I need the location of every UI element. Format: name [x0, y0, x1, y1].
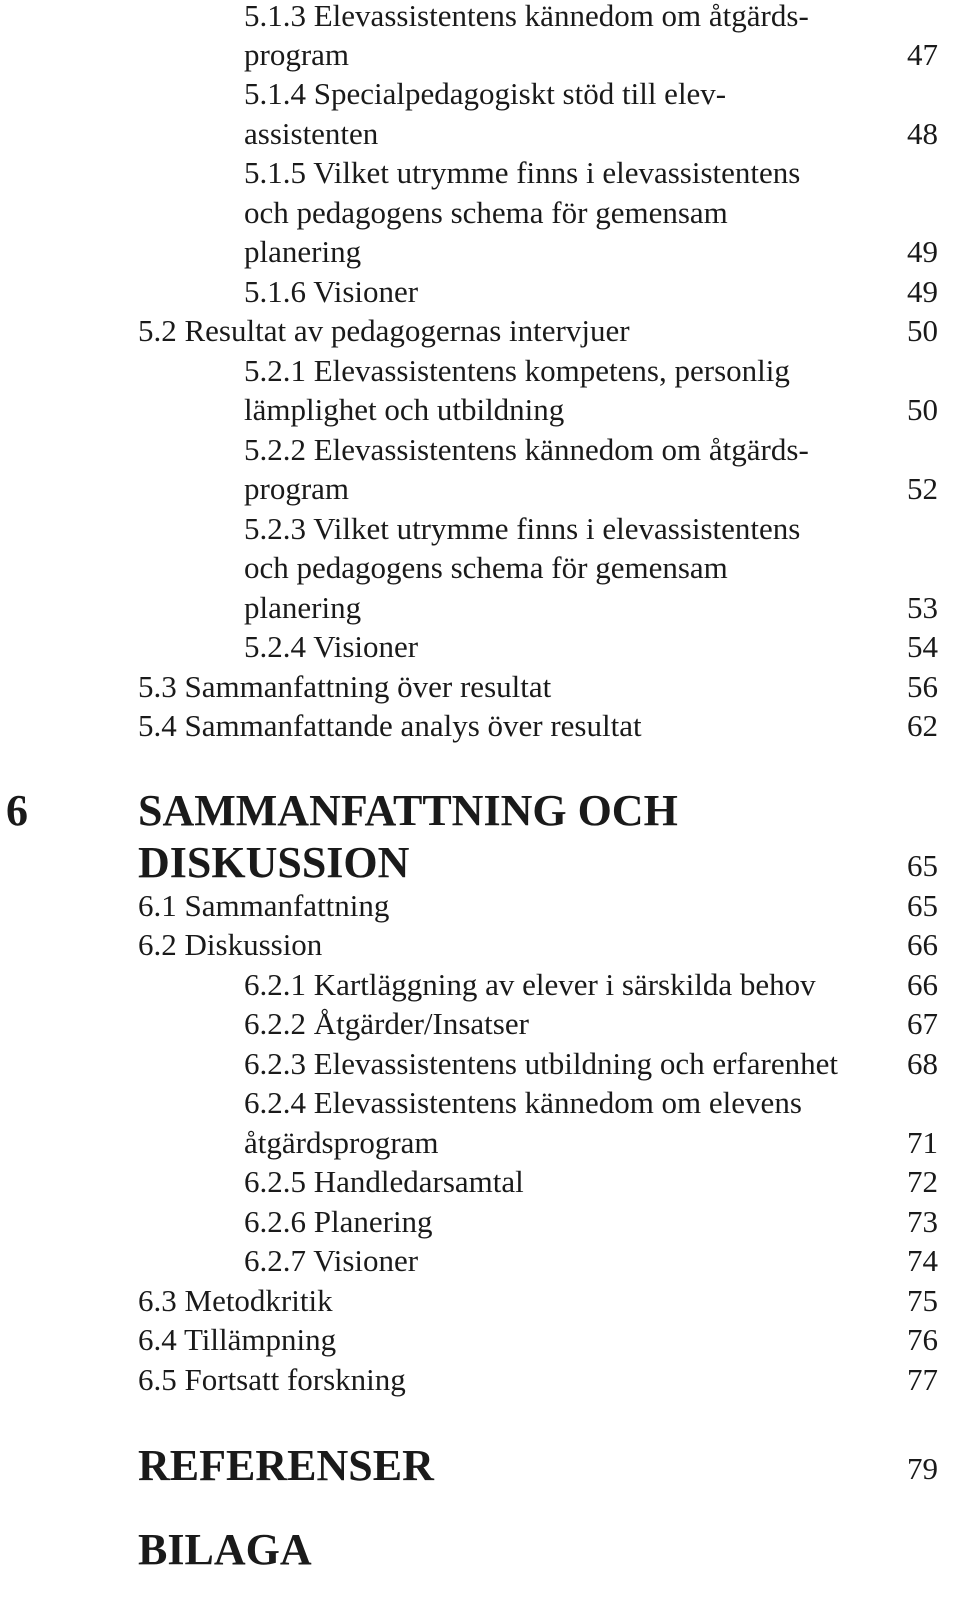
toc-entry-text: 5.1.5 Vilket utrymme finns i elevassistentens: [244, 155, 801, 190]
toc-entry-text: åtgärdsprogram: [244, 1125, 439, 1160]
toc-entry-page: 76: [907, 1322, 938, 1357]
toc-entry-text: planering: [244, 234, 362, 269]
toc-entry-text: 5.2 Resultat av pedagogernas intervjuer: [138, 313, 630, 348]
toc-entry-page: 68: [907, 1046, 938, 1081]
toc-entry-page: 71: [907, 1125, 938, 1160]
toc-entry-text: planering: [244, 590, 362, 625]
toc-entry-text: 5.2.4 Visioner: [244, 629, 419, 664]
toc-entry-text: 6.3 Metodkritik: [138, 1283, 333, 1318]
chapter-title-line1: SAMMANFATTNING OCH: [138, 786, 678, 835]
toc-entry-text: 6.5 Fortsatt forskning: [138, 1362, 406, 1397]
toc-entry-text: 6.1 Sammanfattning: [138, 888, 390, 923]
toc-entry-text: 5.2.1 Elevassistentens kompetens, personlig: [244, 353, 790, 388]
toc-entry-text: 5.2.3 Vilket utrymme finns i elevassistentens: [244, 511, 801, 546]
toc-entry-text: program: [244, 37, 350, 72]
toc-entry-text: 6.2.6 Planering: [244, 1204, 433, 1239]
toc-entry-page: 47: [907, 37, 938, 72]
toc-entry-text: 6.2.2 Åtgärder/Insatser: [244, 1006, 529, 1041]
toc-entry-page: 50: [907, 392, 938, 427]
toc-entry-text: 6.2.4 Elevassistentens kännedom om elevens: [244, 1085, 802, 1120]
toc-entry-page: 73: [907, 1204, 938, 1239]
toc-entry-text: program: [244, 471, 350, 506]
toc-entry-text: 5.1.6 Visioner: [244, 274, 419, 309]
toc-entry-text: 5.3 Sammanfattning över resultat: [138, 669, 552, 704]
toc-entry-text: 5.1.3 Elevassistentens kännedom om åtgärds-: [244, 0, 809, 33]
toc-entry-page: 48: [907, 116, 938, 151]
toc-entry-page: 67: [907, 1006, 938, 1041]
toc-entry-page: 52: [907, 471, 938, 506]
toc-entry-page: 53: [907, 590, 938, 625]
toc-entry-page: 50: [907, 313, 938, 348]
toc-entry-text: assistenten: [244, 116, 379, 151]
references-heading: REFERENSER: [138, 1441, 434, 1490]
toc-entry-page: 49: [907, 234, 938, 269]
chapter-number: 6: [6, 786, 28, 835]
toc-entry-text: 5.2.2 Elevassistentens kännedom om åtgärds-: [244, 432, 809, 467]
toc-entry-page: 49: [907, 274, 938, 309]
toc-entry-page: 54: [907, 629, 938, 664]
chapter-title-line2: DISKUSSION: [138, 838, 410, 887]
toc-entry-text: 6.2.7 Visioner: [244, 1243, 419, 1278]
toc-entry-page: 62: [907, 708, 938, 743]
toc-entry-page: 65: [907, 888, 938, 923]
references-page: 79: [907, 1451, 938, 1486]
toc-entry-text: 6.4 Tillämpning: [138, 1322, 337, 1357]
toc-entry-text: 6.2.5 Handledarsamtal: [244, 1164, 524, 1199]
toc-entry-text: 6.2.3 Elevassistentens utbildning och erfarenhet: [244, 1046, 839, 1081]
toc-entry-text: 5.1.4 Specialpedagogiskt stöd till elev-: [244, 76, 727, 111]
toc-entry-page: 56: [907, 669, 938, 704]
toc-entry-page: 66: [907, 967, 938, 1002]
toc-entry-page: 72: [907, 1164, 938, 1199]
appendix-heading: BILAGA: [138, 1525, 312, 1574]
toc-entry-text: 6.2.1 Kartläggning av elever i särskilda behov: [244, 967, 816, 1002]
toc-entry-page: 74: [907, 1243, 938, 1278]
toc-entry-text: och pedagogens schema för gemensam: [244, 550, 728, 585]
toc-entry-text: och pedagogens schema för gemensam: [244, 195, 728, 230]
toc-entry-page: 66: [907, 927, 938, 962]
chapter-page: 65: [907, 848, 938, 883]
toc-entry-page: 75: [907, 1283, 938, 1318]
toc-entry-text: 5.4 Sammanfattande analys över resultat: [138, 708, 642, 743]
toc-entry-text: lämplighet och utbildning: [244, 392, 565, 427]
toc-entry-page: 77: [907, 1362, 938, 1397]
toc-entry-text: 6.2 Diskussion: [138, 927, 323, 962]
